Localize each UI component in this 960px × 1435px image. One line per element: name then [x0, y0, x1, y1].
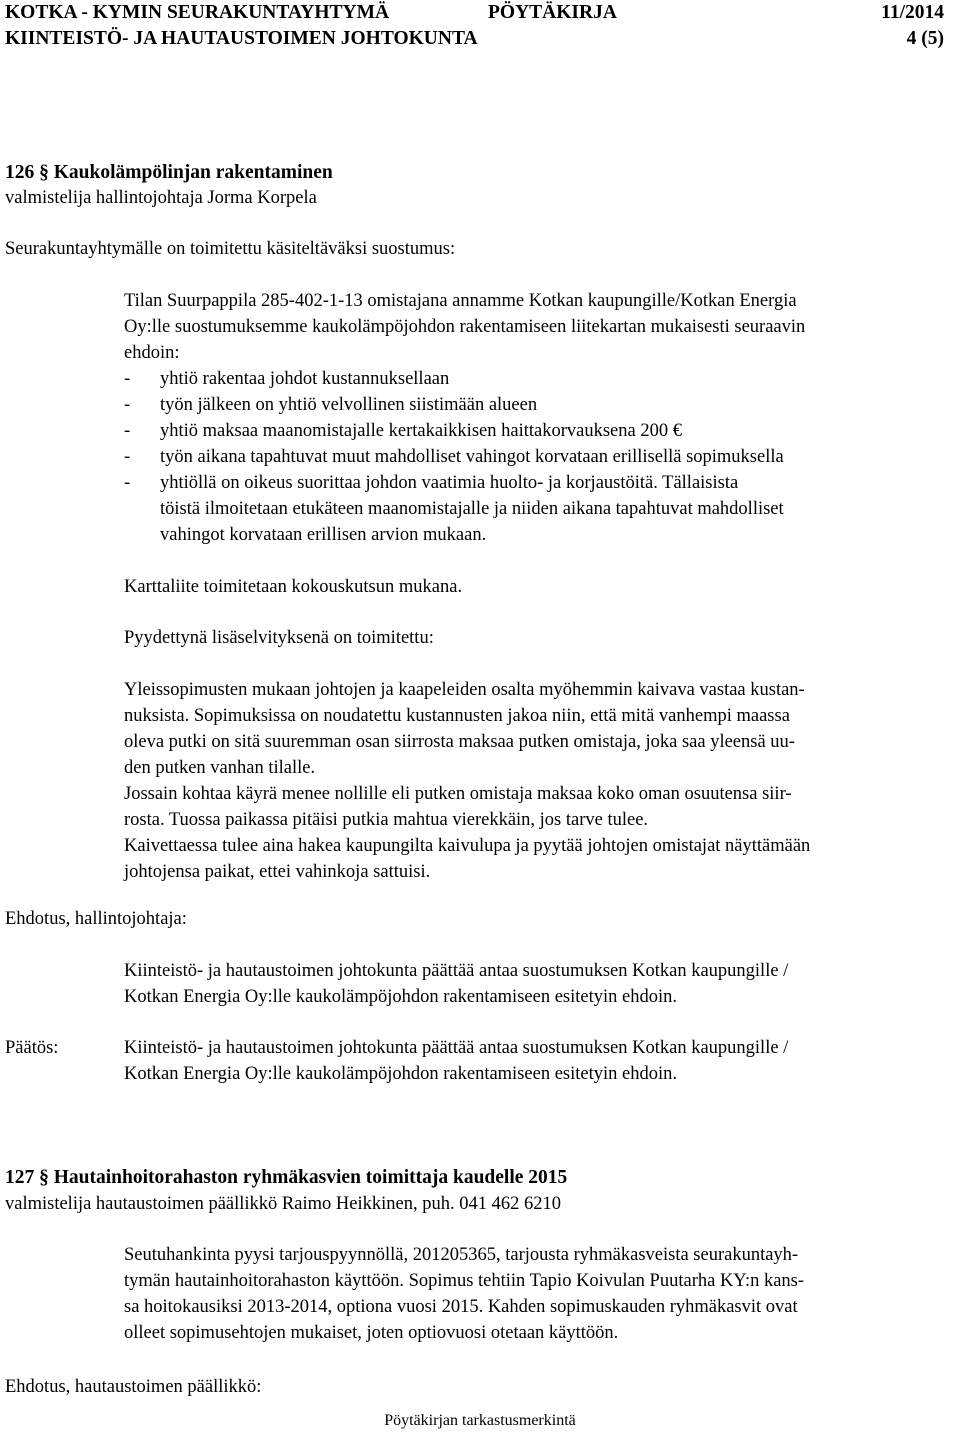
- consent-line: ehdoin:: [124, 343, 180, 363]
- consent-line: Tilan Suurpappila 285-402-1-13 omistajana annamme Kotkan kaupungille/Kotkan Energia: [124, 291, 797, 311]
- condition-continuation: vahingot korvataan erillisen arvion mukaan.: [160, 525, 487, 545]
- clarification-line: Kaivettaessa tulee aina hakea kaupungilta kaivulupa ja pyytää johtojen omistajat näyttämään: [124, 836, 811, 856]
- decision-text: [124, 1035, 958, 1087]
- condition-item: - työn jälkeen on yhtiö velvollinen siistimään alueen: [124, 395, 538, 415]
- decision-line: Kiinteistö- ja hautaustoimen johtokunta päättää antaa suostumuksen Kotkan kaupungille /: [124, 1038, 789, 1058]
- organization-name: KOTKA - KYMIN SEURAKUNTAYHTYMÄ: [5, 2, 390, 23]
- proposal-line: Kiinteistö- ja hautaustoimen johtokunta päättää antaa suostumuksen Kotkan kaupungille /: [124, 961, 789, 981]
- section-127-line: Seutuhankinta pyysi tarjouspyynnöllä, 201205365, tarjousta ryhmäkasveista seurakuntayh-: [124, 1245, 799, 1265]
- condition-continuation: töistä ilmoitetaan etukäteen maanomistajalle ja niiden aikana tapahtuvat mahdolliset: [160, 499, 784, 519]
- proposal-line: Kotkan Energia Oy:lle kaukolämpöjohdon rakentamiseen esitetyin ehdoin.: [124, 987, 677, 1007]
- consent-line: Oy:lle suostumuksemme kaukolämpöjohdon rakentamiseen liitekartan mukaisesti seuraavin: [124, 317, 806, 337]
- section-127-line: tymän hautainhoitorahaston käyttöön. Sopimus tehtiin Tapio Koivulan Puutarha KY:n kans-: [124, 1271, 805, 1291]
- map-note: Karttaliite toimitetaan kokouskutsun mukana.: [124, 577, 463, 597]
- clarification-line: nuksista. Sopimuksissa on noudatettu kustannusten jakoa niin, että mitä vanhempi maassa: [124, 706, 790, 726]
- clarification-heading: Pyydettynä lisäselvityksenä on toimitettu:: [124, 628, 434, 648]
- section-127-line: sa hoitokausiksi 2013-2014, optiona vuosi 2015. Kahden sopimuskauden ryhmäkasvit ovat: [124, 1297, 798, 1317]
- clarification-line: Jossain kohtaa käyrä menee nollille eli putken omistaja maksaa koko oman osuutensa siir-: [124, 784, 792, 804]
- clarification-line: johtojensa paikat, ettei vahinkoja sattuisi.: [124, 862, 431, 882]
- decision-label: Päätös:: [5, 1038, 59, 1058]
- consent-text: [124, 288, 958, 548]
- decision-line: Kotkan Energia Oy:lle kaukolämpöjohdon rakentamiseen esitetyin ehdoin.: [124, 1064, 677, 1084]
- clarification-line: rosta. Tuossa paikassa pitäisi putkia mahtua vierekkäin, jos tarve tulee.: [124, 810, 649, 830]
- condition-item: - yhtiö maksaa maanomistajalle kertakaikkisen haittakorvauksena 200 €: [124, 421, 682, 441]
- section-126-title: 126 § Kaukolämpölinjan rakentaminen: [5, 162, 333, 183]
- board-name: KIINTEISTÖ- JA HAUTAUSTOIMEN JOHTOKUNTA: [5, 28, 478, 49]
- condition-item: - työn aikana tapahtuvat muut mahdolliset vahingot korvataan erillisellä sopimuksella: [124, 447, 784, 467]
- section-126-intro: Seurakuntayhtymälle on toimitettu käsiteltäväksi suostumus:: [5, 239, 456, 259]
- section-127-preparer: valmistelija hautaustoimen päällikkö Raimo Heikkinen, puh. 041 462 6210: [5, 1194, 561, 1214]
- proposal-label: Ehdotus, hallintojohtaja:: [5, 909, 187, 929]
- section-127-line: olleet sopimusehtojen mukaiset, joten optiovuosi otetaan käyttöön.: [124, 1323, 619, 1343]
- section-127-proposal-label: Ehdotus, hautaustoimen päällikkö:: [5, 1377, 262, 1397]
- clarification-text: [124, 677, 958, 885]
- clarification-line: Yleissopimusten mukaan johtojen ja kaapeleiden osalta myöhemmin kaivava vastaa kustan-: [124, 680, 805, 700]
- condition-item: - yhtiöllä on oikeus suorittaa johdon vaatimia huolto- ja korjaustöitä. Tällaisista: [124, 473, 739, 493]
- clarification-line: den putken vanhan tilalle.: [124, 758, 316, 778]
- section-126-preparer: valmistelija hallintojohtaja Jorma Korpela: [5, 188, 317, 208]
- section-127-body: [124, 1242, 958, 1346]
- proposal-text: [124, 958, 958, 1010]
- page-number: 4 (5): [906, 28, 944, 49]
- clarification-line: oleva putki on sitä suuremman osan siirrosta maksaa putken omistaja, joka saa yleensä uu-: [124, 732, 795, 752]
- condition-item: - yhtiö rakentaa johdot kustannuksellaan: [124, 369, 450, 389]
- page-footer: Pöytäkirjan tarkastusmerkintä: [384, 1412, 576, 1429]
- section-127-title: 127 § Hautainhoitorahaston ryhmäkasvien toimittaja kaudelle 2015: [5, 1167, 568, 1188]
- document-type: PÖYTÄKIRJA: [488, 2, 617, 23]
- document-number: 11/2014: [881, 2, 944, 23]
